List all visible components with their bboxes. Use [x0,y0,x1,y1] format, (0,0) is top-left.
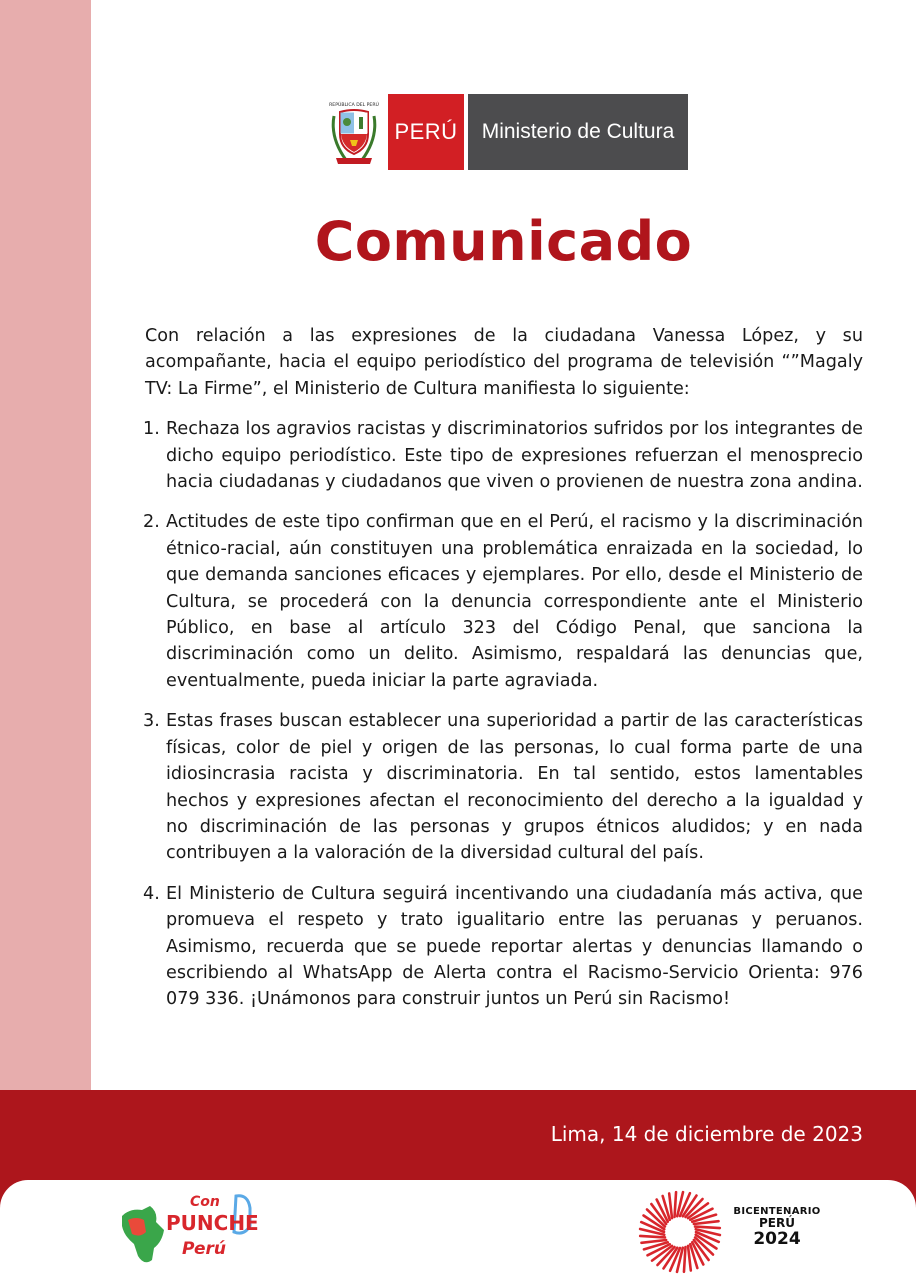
intro-paragraph: Con relación a las expresiones de la ciudadana Vanessa López, y su acompañante, hacia el equipo periodístico del programa de televisión “”Magaly TV: La Firme”, el Ministerio de Cultura manifiesta lo siguiente: [145,326,863,399]
item-text: El Ministerio de Cultura seguirá incentivando una ciudadanía más activa, que promueva el respeto y trato igualitario entre las peruanas y peruanos. Asimismo, recuerda que se puede reportar alertas y denuncias llamando o escribiendo al WhatsApp de Alerta contra el Racismo-Servicio Orienta: 976 079 336. ¡Unámonos para construir juntos un Perú sin Racismo! [166,883,863,1010]
item-text: Estas frases buscan establecer una superioridad a partir de las características físicas, color de piel y origen de las personas, lo cual forma parte de una idiosincrasia racista y discriminatoria. En tal sentido, estos lamentables hechos y expresiones afectan el reconocimiento del derecho a la igualdad y no discriminación de las personas y grupos étnicos aludidos; y en nada contribuyen a la valoración de la diversidad cultural del país. [166,711,863,864]
bicentenario-year: 2024 [753,1229,801,1249]
burst-ray [688,1246,691,1271]
shield-caption: REPÚBLICA DEL PERÚ [329,103,379,108]
item-number: 1. [143,419,160,440]
burst-ray [684,1247,686,1272]
list-item [145,708,863,866]
bicentenario-text [727,1206,827,1248]
statement-list [145,416,863,1013]
burst-ray [694,1221,719,1224]
burst-ray [669,1193,672,1218]
item-number: 2. [143,512,160,533]
item-text: Rechaza los agravios racistas y discriminatorios sufridos por los integrantes de dicho equipo periodístico. Este tipo de expresiones refuerzan el menosprecio hacia ciudadanas y ciudadanos que viven o provienen de nuestra zona andina. [166,419,863,493]
punche-peru-text: Perú [182,1239,227,1259]
page-title: Comunicado [314,210,693,273]
list-item [145,881,863,1013]
ministry-header [326,94,688,170]
bicentenario-burst-icon [640,1192,720,1272]
burst-ray [641,1240,666,1243]
list-item [145,509,863,694]
statement-body [145,323,863,1027]
con-punche-peru-logo [116,1186,266,1274]
item-number: 4. [143,883,160,904]
punche-main-text: PUNCHE [166,1211,259,1235]
coat-of-arms-icon [326,94,382,170]
side-band [0,0,91,1090]
date-line: Lima, 14 de diciembre de 2023 [550,1122,863,1146]
bicentenario-line1: BICENTENARIO [733,1206,821,1217]
bicentenario-line2: PERÚ [759,1216,795,1230]
burst-ray [640,1236,665,1238]
item-number: 3. [143,711,160,732]
punche-con-text: Con [190,1194,220,1210]
burst-ray [675,1192,677,1217]
ministry-label: Ministerio de Cultura [468,94,688,170]
burst-ray [695,1227,720,1229]
peru-label: PERÚ [388,94,464,170]
list-item [145,416,863,495]
item-text: Actitudes de este tipo confirman que en el Perú, el racismo y la discriminación étnico-racial, aún constituyen una problemática enraizada en la sociedad, lo que demanda sanciones eficaces y ejemplares. Por ello, desde el Ministerio de Cultura, se procederá con la denuncia correspondiente ante el Ministerio Público, en base al artículo 323 del Código Penal, que sanciona la discriminación como un delito. Asimismo, respaldará las denuncias que, eventualmente, pueda iniciar la parte agraviada. [166,512,863,691]
